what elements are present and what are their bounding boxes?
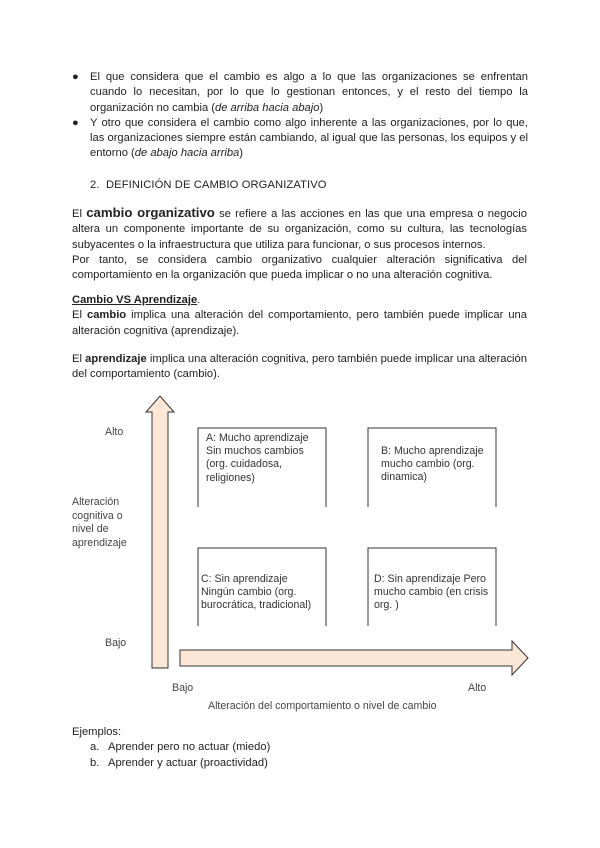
list-item [90,740,270,755]
bullet-tail: ) [239,147,244,160]
y-axis-title: Alteración cognitiva o nivel de aprendizaje [72,496,127,549]
x-axis-title: Alteración del comportamiento o nivel de cambio [208,700,437,712]
vertical-axis-arrow [146,396,174,668]
vs-p1-lead: El [72,309,87,322]
definition-text-2: Por tanto, se considera cambio organizativo cualquier alteración significativa del comportamiento en la organización que pueda implicar o no una alteración cognitiva. [72,253,527,282]
examples-section [72,725,270,771]
bullet-emphasis: de arriba hacia abajo [215,101,320,114]
vs-p2-text: implica una alteración cognitiva, pero también puede implicar una alteración del comportamiento (cambio). [72,353,527,381]
example-text: Aprender pero no actuar (miedo) [108,741,271,754]
quadrant-a-label: A: Mucho aprendizaje Sin muchos cambios (org. cuidadosa, religiones) [206,432,309,484]
vs-p1-term: cambio [86,309,127,322]
example-marker: b. [90,756,100,769]
section-number: 2. [90,179,100,191]
definition-text: se refiere a las acciones en las que una empresa o negocio altera un componente importante de su organización, como su cultura, las tecnologías subyacentes o la infraestructura que utiliza para funcionar, o sus procesos internos. [72,208,527,251]
definition-lead: El [72,208,87,220]
quadrant-b-label: B: Mucho aprendizaje mucho cambio (org. dinamica) [381,445,484,484]
bullet-emphasis: de abajo hacia arriba [134,147,240,160]
bullet-text: El que considera que el cambio es algo a lo que las organizaciones se enfrentan cuando lo necesitan, por lo que lo gestionan entonces, y el resto del tiempo la organización no cambia ( [90,71,528,114]
vs-p2-lead: El [72,353,86,365]
quadrant-c-label: C: Sin aprendizaje Ningún cambio (org. burocrática, tradicional) [201,573,312,612]
list-item [90,756,270,771]
y-axis-high-label: Alto [105,426,124,438]
bullet-icon: ● [72,116,79,129]
horizontal-axis-arrow [180,641,528,675]
section-title: DEFINICIÓN DE CAMBIO ORGANIZATIVO [105,179,327,191]
vs-p1-text: implica una alteración del comportamiento, pero también puede implicar una alteración cognitiva (aprendizaje). [72,309,528,337]
vs-p2-term: aprendizaje [85,353,147,365]
bullet-icon: ● [72,71,79,83]
example-text: Aprender y actuar (proactividad) [108,756,268,769]
quadrant-d-label: D: Sin aprendizaje Pero mucho cambio (en crisis org. ) [374,573,489,612]
x-axis-low-label: Bajo [172,682,194,694]
examples-title: Ejemplos: [72,726,122,738]
example-marker: a. [90,741,100,754]
x-axis-high-label: Alto [468,682,487,694]
bullet-text: Y otro que considera el cambio como algo inherente a las organizaciones, por lo que, las organizaciones siempre están cambiando, al igual que las personas, los equipos y el entorno ( [90,116,528,160]
bullet-tail: ) [319,101,324,114]
vs-title: Cambio VS Aprendizaje [72,294,198,306]
y-axis-low-label: Bajo [105,637,127,649]
definition-term: cambio organizativo [86,205,215,220]
vs-title-tail: . [197,294,201,306]
